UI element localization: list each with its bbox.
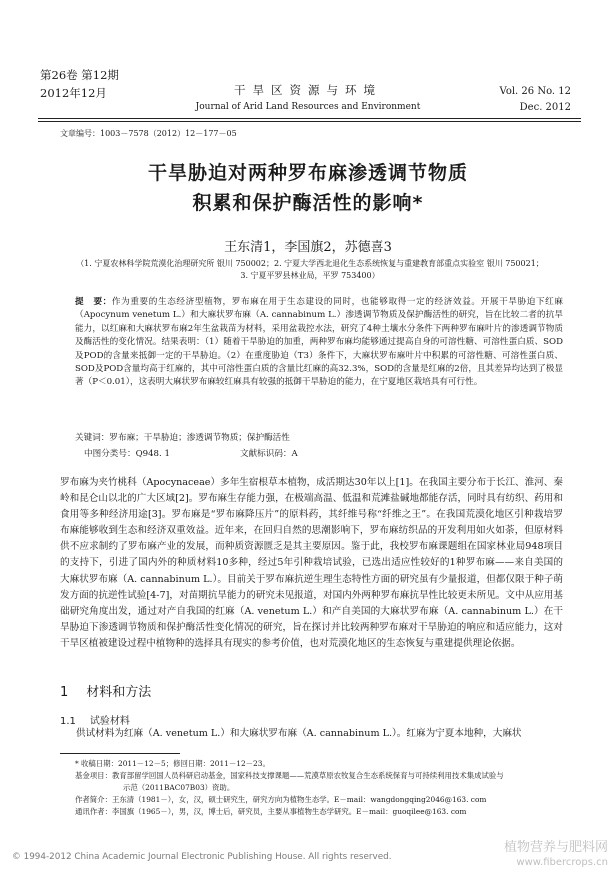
- classification: [84, 447, 368, 459]
- intro-paragraph: 罗布麻为夹竹桃科（Apocynaceae）多年生宿根草本植物，成活期达30年以上[1]。在我国主要分布于长江、淮河、秦岭和昆仑山以北的广大区域[2]。罗布麻生存能力强，在极端高温、低温和荒滩盐碱地都能存活，同时具有纺织、药用和食用等多种经济用途[3]。罗布麻是“罗布麻降压片”的原料药，其纤维号称“纤维之王”。在我国荒漠化地区引种栽培罗布麻能够收到生态和经济双重效益。近年来，在回归自然的思潮影响下，罗布麻纺织品的开发利用如火如荼，但原材料供不应求制约了罗布麻产业的发展，而种质资源匮乏是其主要原因。鉴于此，我校罗布麻课题组在国家林业局948项目的支持下，引进了国内外的种质材料10多种，经过5年引种栽培试验，已选出适应性较好的1种罗布麻——来自美国的大麻状罗布麻（A. cannabinum L.）。目前关于罗布麻抗逆生理生态特性方面的研究虽有少量报道，但都仅限于种子萌发方面的抗逆性试验[4-7]，对苗期抗旱能力的研究未见报道，对国内外两种罗布麻抗旱性比较更未所见。文中从应用基础研究角度出发，通过对产自我国的红麻（A. venetum L.）和产自美国的大麻状罗布麻（A. cannabinum L.）在干旱胁迫下渗透调节物质和保护酶活性变化情况的研究，旨在探讨并比较两种罗布麻对干旱胁迫的响应和适应能力，这对干旱区植被建设过程中植物种的选择具有现实的参考价值，也对荒漠化地区的生态恢复与重建提供理论依据。: [60, 477, 563, 649]
- footnotes: [75, 758, 563, 818]
- keywords-text: 罗布麻；干旱胁迫；渗透调节物质；保护酶活性: [109, 433, 290, 443]
- journal-name-en: Journal of Arid Land Resources and Environment: [195, 102, 421, 112]
- issue-info-en: [500, 84, 571, 116]
- section-heading: [60, 681, 151, 700]
- abstract: [75, 296, 563, 390]
- journal-name-cn: 干旱区资源与环境: [234, 83, 382, 97]
- volume-cn: 第26卷 第12期: [40, 68, 119, 82]
- keywords-label: 关键词：: [75, 433, 110, 443]
- watermark-text: 植物营养与肥料网: [503, 840, 608, 855]
- subsection-heading: [60, 712, 130, 727]
- paper-title: [0, 158, 616, 218]
- header-rule-thin: [38, 121, 581, 122]
- subsection-number: 1.1: [60, 716, 76, 727]
- footnote-rule: [60, 753, 180, 754]
- watermark-url: www.fibercrops.cn: [516, 857, 608, 868]
- footnote-fund-cont: 示范（2011BAC07B03）资助。: [123, 783, 235, 792]
- title-line-2: 积累和保护酶活性的影响*: [192, 192, 424, 214]
- title-line-1: 干旱胁迫对两种罗布麻渗透调节物质: [147, 162, 468, 184]
- materials-paragraph: 供试材料为红麻（A. venetum L.）和大麻状罗布麻（A. cannabinum L.）。红麻为宁夏本地种，大麻状: [76, 728, 522, 739]
- document-code: 文献标识码：A: [239, 449, 298, 459]
- clc-number: 中图分类号：Q948. 1: [84, 449, 170, 459]
- watermark: [504, 840, 608, 870]
- article-number: 文章编号：1003－7578（2012）12－177－05: [60, 129, 237, 138]
- keywords: [75, 432, 563, 445]
- section-number: 1: [60, 685, 69, 700]
- footnote-corresponding: 通讯作者：李国旗（1965－），男，汉，博士后，研究员，主要从事植物生态学研究。E－mail：guoqilee@163. com: [75, 807, 467, 816]
- section-title: 材料和方法: [86, 685, 152, 700]
- copyright-notice: © 1994-2012 China Academic Journal Electronic Publishing House. All rights reserved.: [12, 852, 392, 862]
- abstract-text: 作为重要的生态经济型植物，罗布麻在用于生态建设的同时，也能够取得一定的经济效益。开展干旱胁迫下红麻（Apocynum venetum L.）和大麻状罗布麻（A. cannabinum L.）渗透调节物质及保护酶活性的研究，旨在比较二者的抗旱能力，以红麻和大麻状罗布麻2年生盆栽苗为材料，采用盆栽控水法，研究了4种土壤水分条件下两种罗布麻叶片的渗透调节物质及酶活性的变化情况。结果表明：（1）随着干旱胁迫的加重，两种罗布麻均能够通过提高自身的可溶性糖、可溶性蛋白质、SOD及POD的含量来抵御一定的干旱胁迫。（2）在重度胁迫（T3）条件下，大麻状罗布麻叶片中积累的可溶性糖、可溶性蛋白质、SOD及POD含量均高于红麻的，其中可溶性蛋白质的含量比红麻的高32.3%，SOD的含量是红麻的2倍，且其差异均达到了极显著（P＜0.01），这表明大麻状罗布麻较红麻具有较强的抵御干旱胁迫的能力，在宁夏地区栽培具有可行性。: [75, 297, 563, 388]
- footnote-author: 作者简介：王东清（1981－），女，汉，硕士研究生，研究方向为植物生态学。E－mail：wangdongqing2046@163. com: [75, 795, 487, 804]
- date-cn: 2012年12月: [40, 86, 107, 100]
- footnote-fund: 基金项目：教育部留学回国人员科研启动基金，国家科技支撑课题——荒漠草原农牧复合生态系统保育与可持续利用技术集成试验与: [75, 771, 504, 780]
- abstract-label: 提 要：: [75, 297, 112, 307]
- author-list: 王东清1，李国旗2，苏德喜3: [224, 240, 392, 255]
- subsection-title: 试验材料: [89, 716, 130, 727]
- affiliation-line-1: （1. 宁夏农林科学院荒漠化治理研究所 银川 750002；2. 宁夏大学西北退化生态系统恢复与重建教育部重点实验室 银川 750021；: [76, 259, 544, 268]
- footnote-received: * 收稿日期：2011－12－5；修回日期：2011－12－23。: [75, 759, 270, 768]
- volume-en: Vol. 26 No. 12: [499, 86, 571, 97]
- header-rule-thick: [38, 118, 581, 119]
- affiliation-line-2: 3. 宁夏平罗县林业局，平罗 753400）: [240, 271, 380, 280]
- affiliations: [60, 258, 560, 282]
- date-en: Dec. 2012: [519, 102, 571, 113]
